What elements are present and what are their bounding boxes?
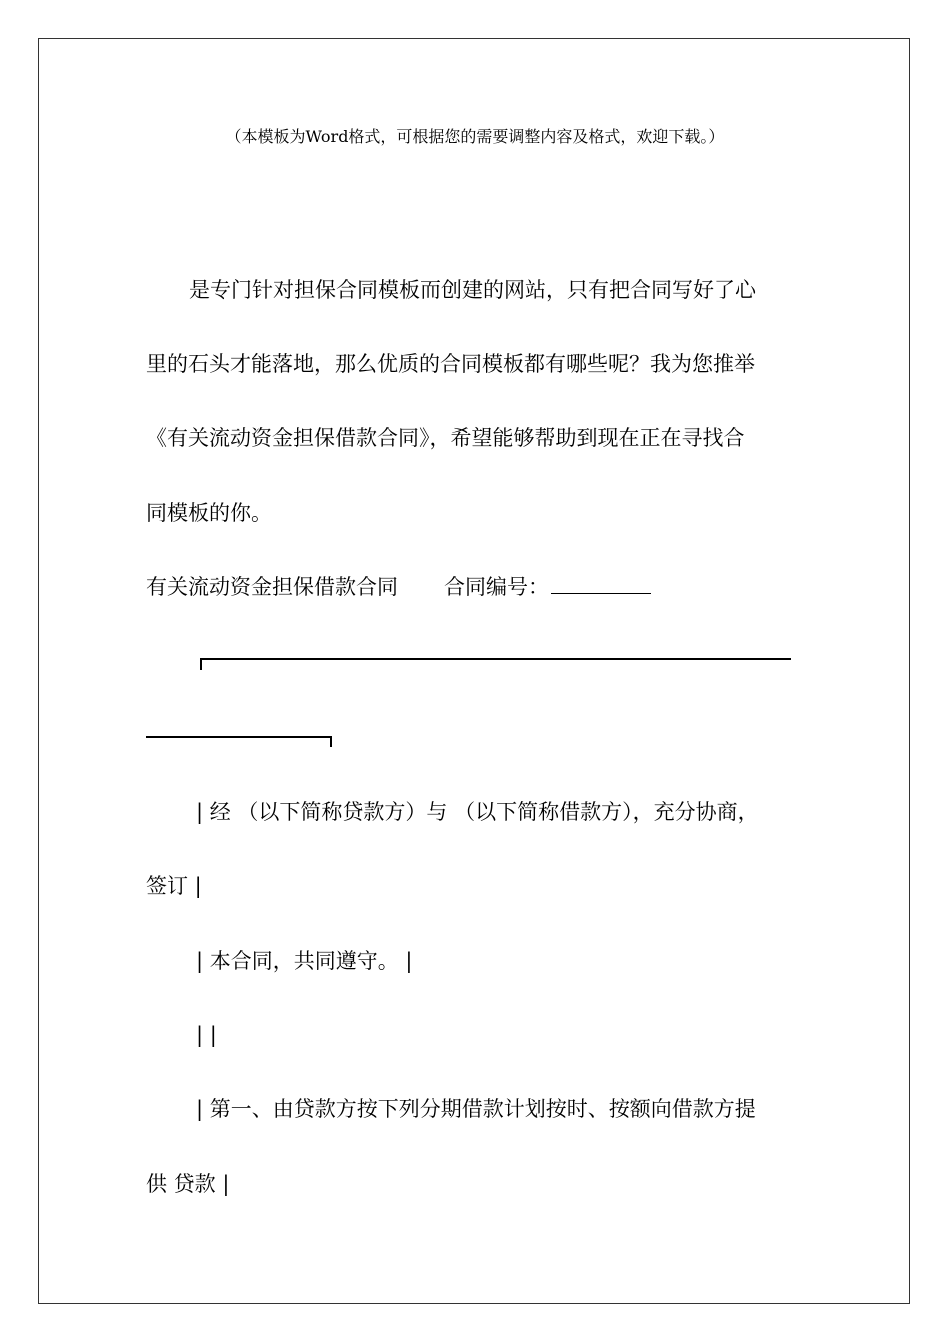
intro-line-4: 同模板的你。 bbox=[146, 501, 272, 525]
contract-title: 有关流动资金担保借款合同 bbox=[146, 575, 398, 599]
body-line-4: | | bbox=[196, 1023, 217, 1047]
contract-number-label: 合同编号： bbox=[444, 575, 549, 599]
intro-line-2: 里的石头才能落地，那么优质的合同模板都有哪些呢？我为您推举 bbox=[146, 352, 755, 376]
contract-number-blank bbox=[551, 575, 651, 594]
body-line-2: 签订 | bbox=[146, 874, 202, 898]
intro-line-1: 是专门针对担保合同模板而创建的网站，只有把合同写好了心 bbox=[189, 278, 756, 302]
body-line-1: | 经 （以下简称贷款方）与 （以下简称借款方），充分协商， bbox=[196, 800, 759, 824]
body-line-3: | 本合同，共同遵守。 | bbox=[196, 949, 413, 973]
body-line-6: 供 贷款 | bbox=[146, 1172, 230, 1196]
contract-heading-row bbox=[146, 574, 651, 600]
body-line-5: | 第一、由贷款方按下列分期借款计划按时、按额向借款方提 bbox=[196, 1097, 756, 1121]
table-top-corner bbox=[200, 658, 202, 670]
table-bottom-corner bbox=[330, 736, 332, 747]
table-top-border bbox=[200, 658, 791, 660]
table-bottom-border bbox=[146, 736, 332, 738]
template-notice: （本模板为Word格式，可根据您的需要调整内容及格式，欢迎下载。） bbox=[225, 127, 725, 146]
intro-line-3: 《有关流动资金担保借款合同》，希望能够帮助到现在正在寻找合 bbox=[146, 426, 745, 450]
